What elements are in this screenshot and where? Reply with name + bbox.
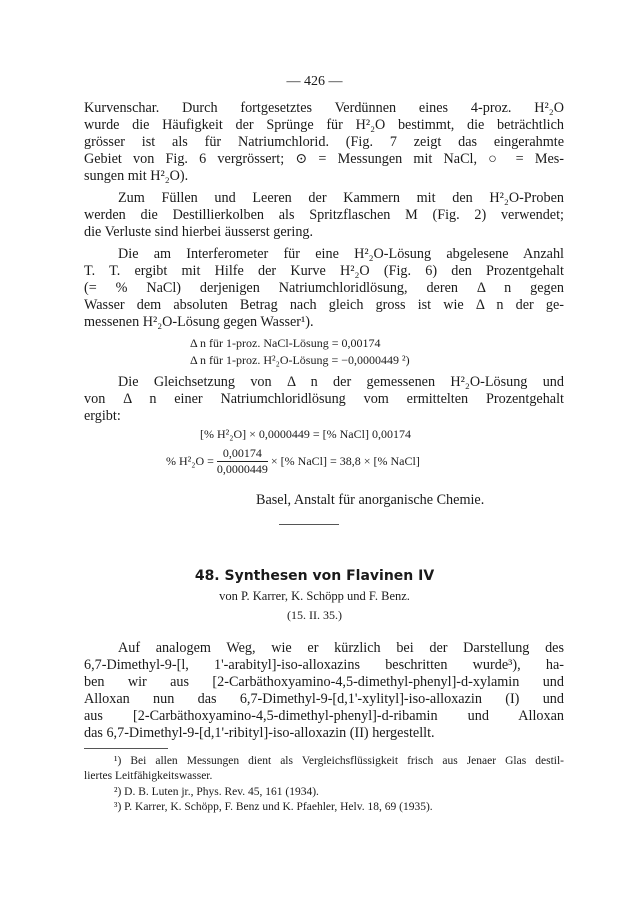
footnote-3: ³) P. Karrer, K. Schöpp, F. Benz und K. Pfaehler, Helv. 18, 69 (1935). — [114, 801, 433, 813]
para2-line-1: Zum Füllen und Leeren der Kammern mit den H²₂O-Proben — [118, 190, 564, 206]
article-date: (15. II. 35.) — [287, 608, 342, 622]
footnote-rule — [84, 748, 168, 749]
para3-line-2: T. T. ergibt mit Hilfe der Kurve H²₂O (Fig. 6) den Prozentgehalt — [84, 263, 564, 279]
para2-line-2: werden die Destillierkolben als Spritzflaschen M (Fig. 2) verwendet; — [84, 207, 564, 223]
equation-2-numerator: 0,00174 — [217, 446, 268, 462]
section-divider — [279, 524, 339, 525]
affiliation: Basel, Anstalt für anorganische Chemie. — [256, 492, 485, 508]
equation-1: [% H²₂O] × 0,0000449 = [% NaCl] 0,00174 — [200, 427, 411, 441]
para3-line-4: Wasser dem absoluten Betrag nach gleich gross ist wie Δ n der ge- — [84, 297, 564, 313]
para1-line-3: grösser ist als für Natriumchlorid. (Fig. 7 zeigt das eingerahmte — [84, 134, 564, 150]
equation-2-lhs: % H²₂O = — [166, 454, 214, 468]
para3-line-3: (= % NaCl) derjenigen Natriumchloridlösung, deren Δ n gegen — [84, 280, 564, 296]
para3-line-5: messenen H²₂O-Lösung gegen Wasser¹). — [84, 314, 314, 330]
article-authors: von P. Karrer, K. Schöpp und F. Benz. — [219, 589, 410, 603]
article-title: 48. Synthesen von Flavinen IV — [194, 568, 435, 584]
para5-line-1: Auf analogem Weg, wie er kürzlich bei der Darstellung des — [118, 640, 564, 656]
delta-n-h2o-row: Δ n für 1-proz. H²₂O-Lösung = −0,0000449 ²) — [190, 353, 410, 367]
equation-2-fraction — [217, 446, 268, 477]
page-number: — 426 — — [286, 74, 343, 89]
equation-2 — [166, 446, 546, 477]
para5-line-2: 6,7-Dimethyl-9-[l, 1'-arabityl]-iso-alloxazins beschritten wurde³), ha- — [84, 657, 564, 673]
para4-line-3: ergibt: — [84, 408, 121, 424]
para1-line-5: sungen mit H²₂O). — [84, 168, 189, 184]
para5-line-3: ben wir aus [2-Carbäthoxyamino-4,5-dimethyl-phenyl]-d-xylamin und — [84, 674, 564, 690]
para5-line-5: aus [2-Carbäthoxyamino-4,5-dimethyl-phenyl]-d-ribamin und Alloxan — [84, 708, 564, 724]
para2-line-3: die Verluste sind hierbei äusserst gering. — [84, 224, 314, 240]
para4-line-2: von Δ n einer Natriumchloridlösung vom ermittelten Prozentgehalt — [84, 391, 564, 407]
delta-n-nacl-row: Δ n für 1-proz. NaCl-Lösung = 0,00174 — [190, 336, 381, 350]
equation-2-rhs: × [% NaCl] = 38,8 × [% NaCl] — [270, 454, 420, 468]
para5-line-4: Alloxan nun das 6,7-Dimethyl-9-[d,1'-xylityl]-iso-alloxazin (I) und — [84, 691, 564, 707]
para1-line-2: wurde die Häufigkeit der Sprünge für H²₂O bestimmt, die beträchtlich — [84, 117, 564, 133]
footnote-2: ²) D. B. Luten jr., Phys. Rev. 45, 161 (1934). — [114, 786, 319, 798]
para1-line-4: Gebiet von Fig. 6 vergrössert; ⊙ = Messungen mit NaCl, ○ = Mes- — [84, 151, 564, 167]
equation-2-denominator: 0,0000449 — [216, 462, 268, 476]
para4-line-1: Die Gleichsetzung von Δ n der gemessenen H²₂O-Lösung und — [118, 374, 564, 390]
footnote-1-line-1: ¹) Bei allen Messungen dient als Vergleichsflüssigkeit frisch aus Jenaer Glas destil- — [114, 755, 564, 767]
para3-line-1: Die am Interferometer für eine H²₂O-Lösung abgelesene Anzahl — [118, 246, 564, 262]
footnote-1-line-2: liertes Leitfähigkeitswasser. — [84, 770, 213, 782]
para5-line-6: das 6,7-Dimethyl-9-[d,1'-ribityl]-iso-alloxazin (II) hergestellt. — [84, 725, 435, 741]
para1-line-1: Kurvenschar. Durch fortgesetztes Verdünnen eines 4-proz. H²₂O — [84, 100, 564, 116]
